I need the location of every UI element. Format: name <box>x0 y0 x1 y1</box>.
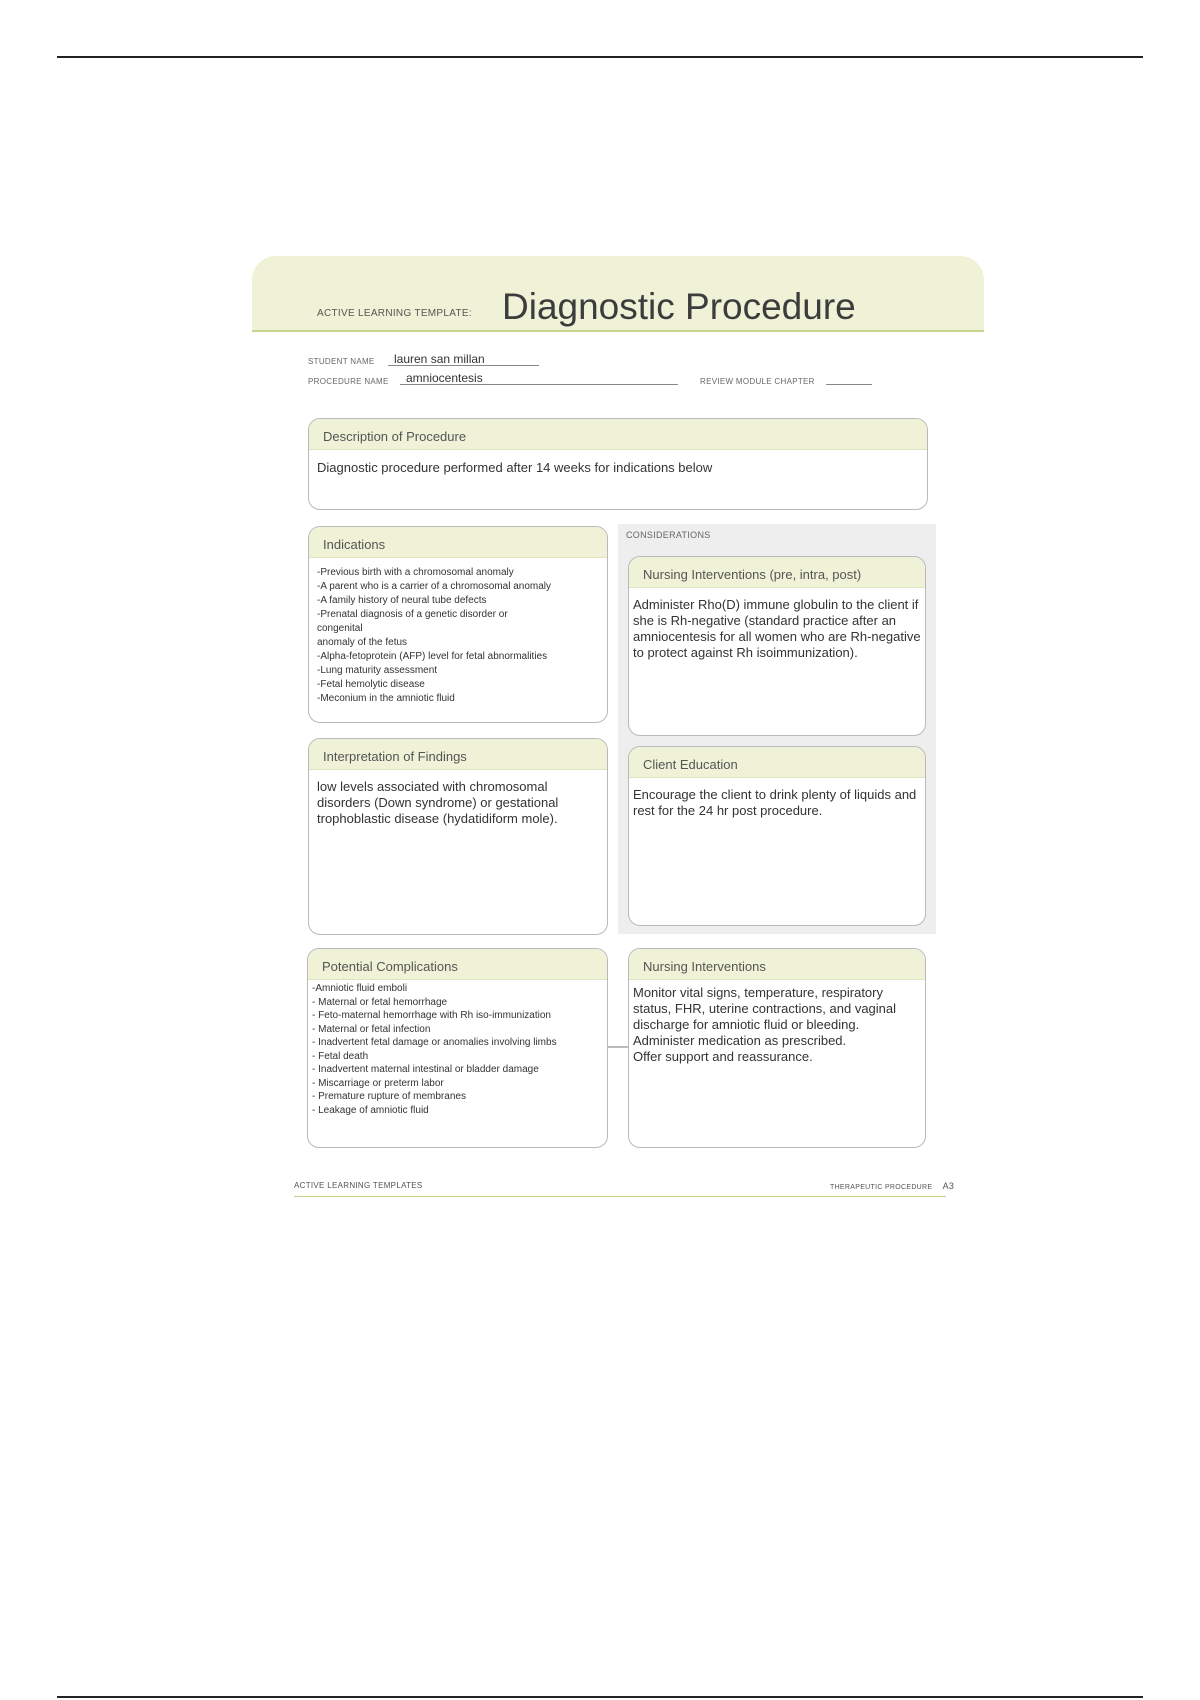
nursing-line: Administer medication as prescribed. <box>633 1033 847 1048</box>
template-sheet <box>252 256 984 1196</box>
nursing-title: Nursing Interventions <box>629 949 925 980</box>
top-rule <box>57 56 1143 58</box>
list-item: -Amniotic fluid emboli <box>312 983 408 994</box>
description-title: Description of Procedure <box>309 419 927 450</box>
list-item: - Inadvertent fetal damage or anomalies involving limbs <box>312 1037 557 1048</box>
list-item: - Miscarriage or preterm labor <box>312 1077 444 1089</box>
client-education-box <box>628 746 926 926</box>
review-module-field[interactable] <box>826 371 872 385</box>
footer-left: ACTIVE LEARNING TEMPLATES <box>294 1181 423 1190</box>
list-item: -Prenatal diagnosis of a genetic disorder or <box>317 609 508 620</box>
interpretation-title: Interpretation of Findings <box>309 739 607 770</box>
list-item: - Feto-maternal hemorrhage with Rh iso-immunization <box>312 1010 551 1021</box>
complications-list <box>312 982 603 1117</box>
list-item: -Lung maturity assessment <box>317 665 438 676</box>
description-box <box>308 418 928 510</box>
client-education-text: Encourage the client to drink plenty of liquids and rest for the 24 hr post procedure. <box>633 787 917 818</box>
indications-box <box>308 526 608 723</box>
list-item: anomaly of the fetus <box>317 637 408 648</box>
procedure-name-field[interactable]: amniocentesis <box>400 371 678 385</box>
complications-box <box>307 948 608 1148</box>
nursing-pre-text: Administer Rho(D) immune globulin to the client if she is Rh-negative (standard practice after an amniocentesis for all women who are Rh-negative to protect against Rh isoimmunization). <box>633 597 921 660</box>
interpretation-text: low levels associated with chromosomal disorders (Down syndrome) or gestational trophoblastic disease (hydatidiform mole). <box>317 779 559 826</box>
nursing-line: Offer support and reassurance. <box>633 1049 813 1064</box>
student-name-label: STUDENT NAME <box>308 357 375 366</box>
list-item: -Meconium in the amniotic fluid <box>317 693 455 704</box>
list-item: -Alpha-fetoprotein (AFP) level for fetal abnormalities <box>317 651 548 662</box>
complications-title: Potential Complications <box>308 949 607 980</box>
nursing-line: Monitor vital signs, temperature, respiratory status, FHR, uterine contractions, and vaginal discharge for amniotic fluid or bleeding. <box>633 985 897 1032</box>
page-number: A3 <box>942 1181 955 1191</box>
title-banner <box>252 256 984 332</box>
description-text: Diagnostic procedure performed after 14 weeks for indications below <box>317 460 713 475</box>
list-item: congenital <box>317 623 363 634</box>
list-item: -A family history of neural tube defects <box>317 595 487 606</box>
nursing-pre-box <box>628 556 926 736</box>
list-item: -Fetal hemolytic disease <box>317 679 425 690</box>
interpretation-box <box>308 738 608 935</box>
list-item: - Maternal or fetal hemorrhage <box>312 996 448 1008</box>
footer-right: THERAPEUTIC PROCEDURE <box>830 1184 933 1191</box>
list-item: - Fetal death <box>312 1050 369 1062</box>
considerations-label: CONSIDERATIONS <box>626 530 711 540</box>
student-name-field[interactable]: lauren san millan <box>388 352 539 366</box>
bottom-rule <box>57 1696 1143 1698</box>
list-item: - Maternal or fetal infection <box>312 1023 431 1035</box>
list-item: -Previous birth with a chromosomal anomaly <box>317 567 514 578</box>
nursing-pre-title: Nursing Interventions (pre, intra, post) <box>629 557 925 588</box>
template-label: ACTIVE LEARNING TEMPLATE: <box>317 308 472 319</box>
list-item: - Premature rupture of membranes <box>312 1091 466 1102</box>
list-item: -A parent who is a carrier of a chromosomal anomaly <box>317 581 551 592</box>
nursing-box <box>628 948 926 1148</box>
footer-rule <box>294 1196 946 1197</box>
review-module-label: REVIEW MODULE CHAPTER <box>700 377 815 386</box>
client-education-title: Client Education <box>629 747 925 778</box>
list-item: - Leakage of amniotic fluid <box>312 1104 429 1116</box>
page-title: Diagnostic Procedure <box>502 286 856 327</box>
procedure-name-label: PROCEDURE NAME <box>308 377 389 386</box>
list-item: - Inadvertent maternal intestinal or bladder damage <box>312 1064 539 1075</box>
indications-title: Indications <box>309 527 607 558</box>
indications-list <box>317 566 599 706</box>
